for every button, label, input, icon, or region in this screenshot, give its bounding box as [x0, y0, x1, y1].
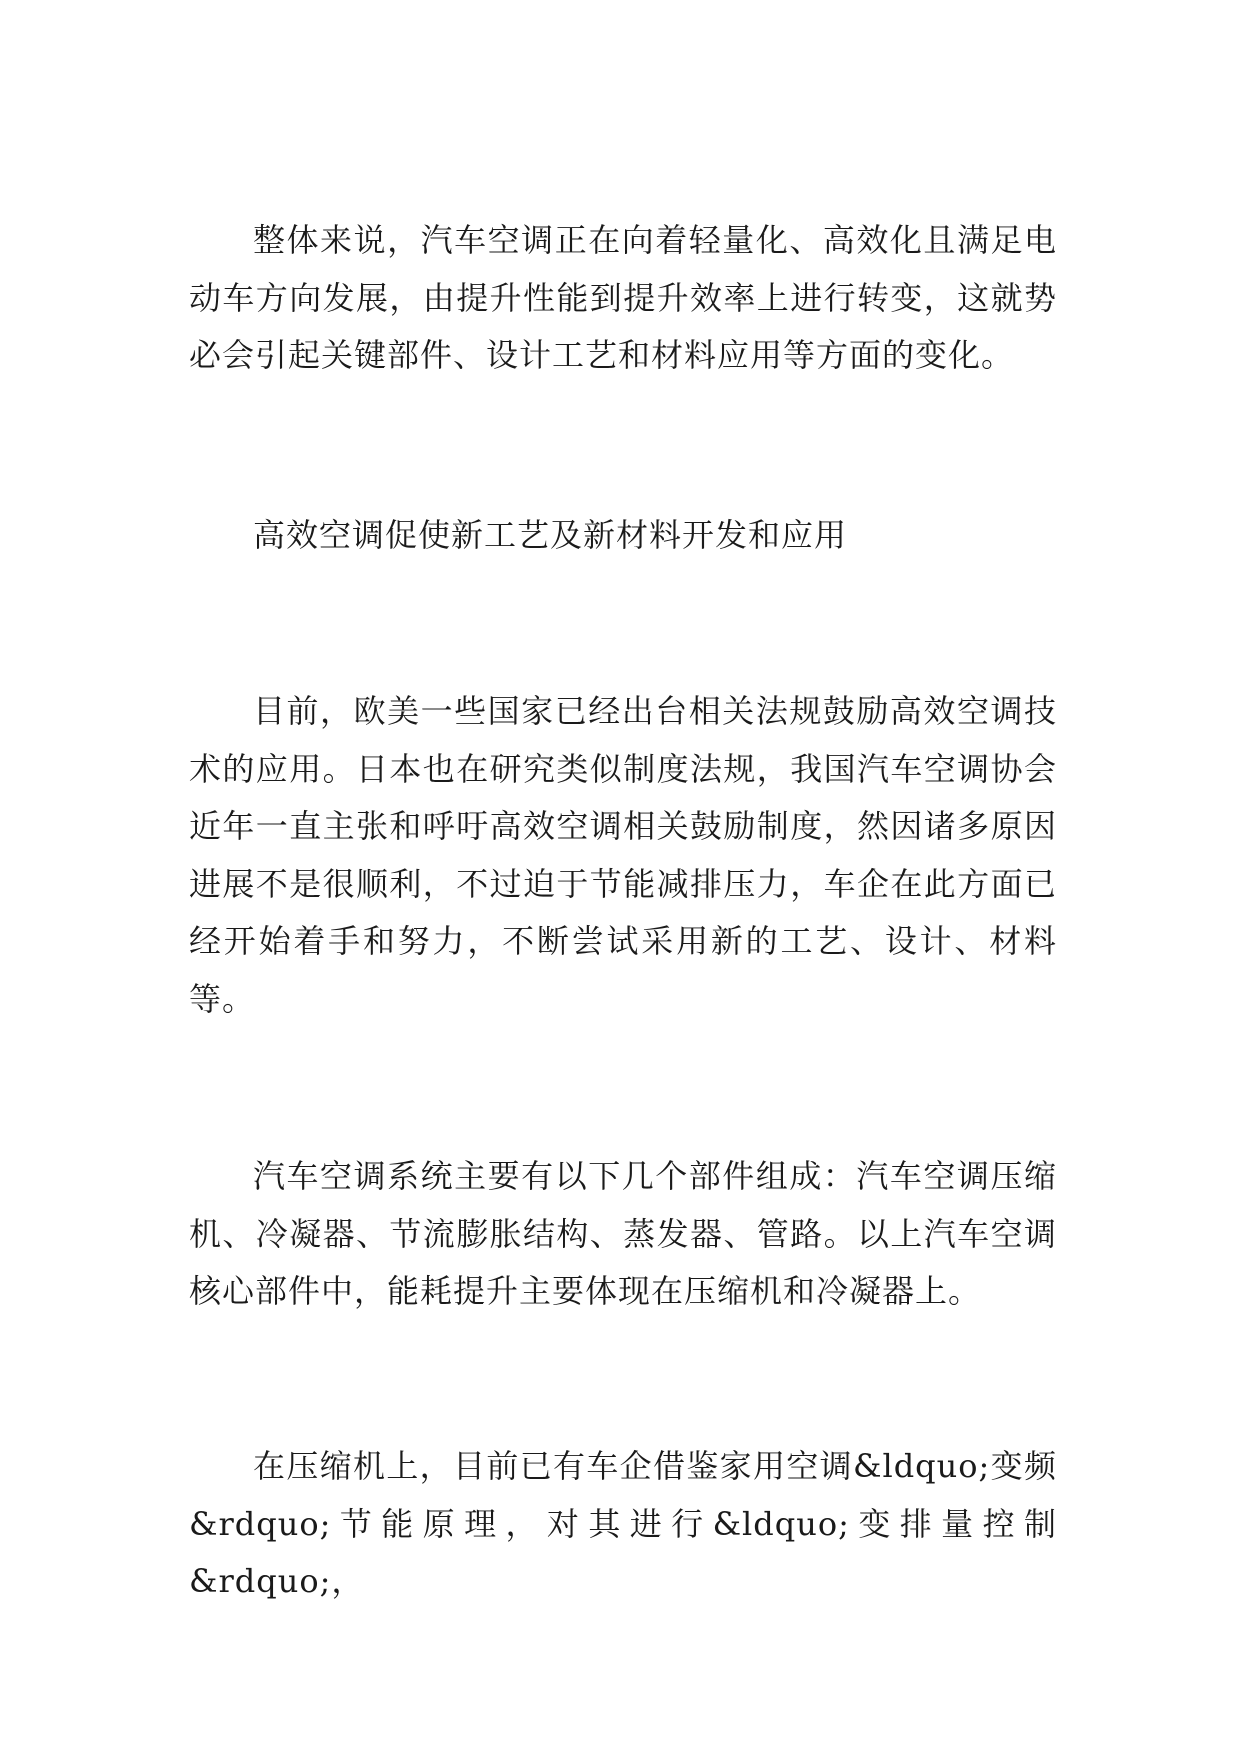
section-heading: 高效空调促使新工艺及新材料开发和应用 — [253, 516, 848, 554]
paragraph-regulations: 目前，欧美一些国家已经出台相关法规鼓励高效空调技术的应用。日本也在研究类似制度法规，我国汽车空调协会近年一直主张和呼吁高效空调相关鼓励制度，然因诸多原因进展不是很顺利，不过迫于节能减排压力，车企在此方面已经开始着手和努力，不断尝试采用新的工艺、设计、材料等。 — [189, 692, 1057, 1018]
paragraph-overview: 整体来说，汽车空调正在向着轻量化、高效化且满足电动车方向发展，由提升性能到提升效率上进行转变，这就势必会引起关键部件、设计工艺和材料应用等方面的变化。 — [189, 221, 1057, 374]
paragraph-components: 汽车空调系统主要有以下几个部件组成：汽车空调压缩机、冷凝器、节流膨胀结构、蒸发器、管路。以上汽车空调核心部件中，能耗提升主要体现在压缩机和冷凝器上。 — [189, 1157, 1057, 1310]
paragraph-compressor: 在压缩机上，目前已有车企借鉴家用空调&ldquo;变频&rdquo;节能原理，对其进行&ldquo;变排量控制&rdquo;， — [189, 1447, 1057, 1600]
